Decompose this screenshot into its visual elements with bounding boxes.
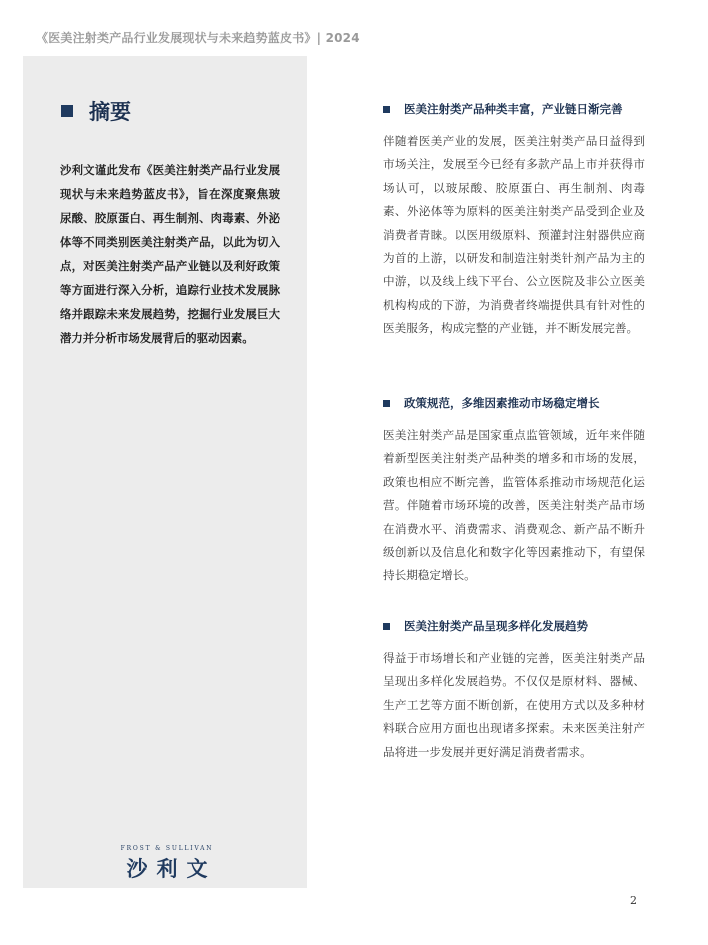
logo-english-text: FROST & SULLIVAN [120, 845, 214, 852]
section-body: 医美注射类产品是国家重点监管领域，近年来伴随着新型医美注射类产品种类的增多和市场的发展，政策也相应不断完善，监管体系推动市场规范化运营。伴随着市场环境的改善，医美注射类产品市场在消费水平、消费需求、消费观念、新产品不断升级创新以及信息化和数字化等因素推动下，有望保持长期稳定增长。 [383, 428, 645, 583]
logo-chinese-text: 沙利文 [126, 857, 217, 881]
document-header: 《医美注射类产品行业发展现状与未来趋势蓝皮书》| 2024 [36, 31, 360, 45]
section-policy-growth [383, 395, 645, 588]
abstract-title: 摘要 [89, 100, 131, 124]
square-bullet-icon [383, 106, 390, 113]
abstract-heading [61, 96, 131, 126]
section-body: 伴随着医美产业的发展，医美注射类产品日益得到市场关注，发展至今已经有多款产品上市并获得市场认可，以玻尿酸、胶原蛋白、再生制剂、肉毒素、外泌体等为原料的医美注射类产品受到企业及消费者青睐。以医用级原料、预灌封注射器供应商为首的上游，以研发和制造注射类针剂产品为主的中游，以及线上线下平台、公立医院及非公立医美机构构成的下游，为消费者终端提供具有针对性的医美服务，构成完整的产业链，并不断发展完善。 [383, 134, 645, 336]
square-bullet-icon [383, 400, 390, 407]
abstract-panel [23, 56, 307, 888]
section-heading [383, 101, 645, 117]
section-diversified-trend [383, 618, 645, 764]
square-bullet-icon [61, 105, 73, 117]
section-heading [383, 618, 645, 634]
section-product-variety [383, 101, 645, 341]
section-heading [383, 395, 645, 411]
page-number: 2 [630, 894, 637, 907]
section-body: 得益于市场增长和产业链的完善，医美注射类产品呈现出多样化发展趋势。不仅仅是原材料、器械、生产工艺等方面不断创新，在使用方式以及多种材料联合应用方面也出现诸多探索。未来医美注射产品将进一步发展并更好满足消费者需求。 [383, 651, 645, 759]
square-bullet-icon [383, 623, 390, 630]
section-title: 医美注射类产品种类丰富，产业链日渐完善 [404, 102, 623, 116]
abstract-body: 沙利文谨此发布《医美注射类产品行业发展现状与未来趋势蓝皮书》，旨在深度聚焦玻尿酸、胶原蛋白、再生制剂、肉毒素、外泌体等不同类别医美注射类产品，以此为切入点，对医美注射类产品产业链以及利好政策等方面进行深入分析，追踪行业技术发展脉络并跟踪未来发展趋势，挖掘行业发展巨大潜力并分析市场发展背后的驱动因素。 [60, 163, 280, 345]
frost-sullivan-logo [111, 845, 223, 883]
section-title: 政策规范，多维因素推动市场稳定增长 [404, 396, 600, 410]
section-title: 医美注射类产品呈现多样化发展趋势 [404, 619, 588, 633]
